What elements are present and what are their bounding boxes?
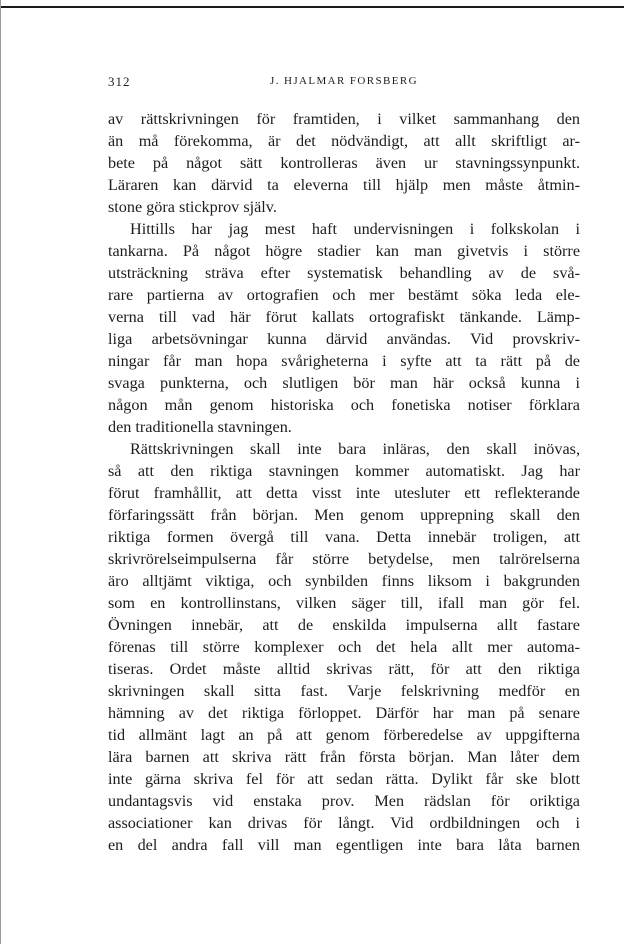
text-line: så att den riktiga stavningen kommer automatiskt. Jag har [108, 462, 580, 480]
text-line: som en kontrollinstans, vilken säger till, ifall man gör fel. [108, 594, 580, 612]
text-line: av rättskrivningen för framtiden, i vilket sammanhang den [108, 110, 580, 128]
text-line: förenas till större komplexer och det hela allt mer automa- [108, 638, 580, 656]
text-line: någon mån genom historiska och fonetiska notiser förklara [108, 396, 580, 414]
text-line: verna till vad här förut kallats ortografiskt tänkande. Lämp- [108, 308, 580, 326]
text-line: tid allmänt lagt an på att genom förberedelse av uppgifterna [108, 726, 580, 744]
text-line: inte gärna skriva fel för att sedan rätta. Dylikt får ske blott [108, 770, 580, 788]
text-line: en del andra fall vill man egentligen inte bara låta barnen [108, 836, 580, 854]
text-line: Läraren kan därvid ta eleverna till hjälp men måste åtmin- [108, 176, 580, 194]
text-line: hämning av det riktiga förloppet. Därför har man på senare [108, 704, 580, 722]
text-line: undantagsvis vid enstaka prov. Men rädslan för oriktiga [108, 792, 580, 810]
paragraph-start-line: Rättskrivningen skall inte bara inläras, den skall inövas, [130, 440, 580, 458]
text-line: rare partierna av ortografien och mer bestämt söka leda ele- [108, 286, 580, 304]
text-line: riktiga formen övergå till vana. Detta innebär troligen, att [108, 528, 580, 546]
page-number: 312 [108, 74, 131, 89]
top-edge-rule [0, 6, 624, 8]
text-line: lära barnen att skriva rätt från första början. Man låter dem [108, 748, 580, 766]
text-line: än må förekomma, är det nödvändigt, att allt skriftligt ar- [108, 132, 580, 150]
text-line: den traditionella stavningen. [108, 418, 292, 436]
text-line: skrivningen skall sitta fast. Varje felskrivning medför en [108, 682, 580, 700]
text-line: tiseras. Ordet måste alltid skrivas rätt, för att den riktiga [108, 660, 580, 678]
page-left-edge [0, 0, 1, 944]
text-line: liga arbetsövningar kunna därvid användas. Vid provskriv- [108, 330, 580, 348]
text-line: tankarna. På något högre stadier kan man givetvis i större [108, 242, 580, 260]
text-line: äro alltjämt viktiga, och synbilden finns liksom i bakgrunden [108, 572, 580, 590]
text-line: svaga punkterna, och slutligen bör man här också kunna i [108, 374, 580, 392]
text-line: förut framhållit, att detta visst inte utesluter ett reflekterande [108, 484, 580, 502]
text-line: bete på något sätt kontrolleras även ur stavningssynpunkt. [108, 154, 580, 172]
text-line: stone göra stickprov själv. [108, 198, 277, 216]
text-line: ningar får man hopa svårigheterna i syfte att ta rätt på de [108, 352, 580, 370]
running-head: J. HJALMAR FORSBERG [270, 75, 418, 87]
text-line: associationer kan drivas för långt. Vid ordbildningen och i [108, 814, 580, 832]
text-line: utsträckning sträva efter systematisk behandling av de svå- [108, 264, 580, 282]
body-text [108, 108, 580, 856]
text-line: Övningen innebär, att de enskilda impulserna allt fastare [108, 616, 580, 634]
paragraph-start-line: Hittills har jag mest haft undervisningen i folkskolan i [130, 220, 580, 238]
text-line: skrivrörelseimpulserna får större betydelse, men talrörelserna [108, 550, 580, 568]
text-line: förfaringssätt från början. Men genom upprepning skall den [108, 506, 580, 524]
page-header [108, 74, 580, 94]
